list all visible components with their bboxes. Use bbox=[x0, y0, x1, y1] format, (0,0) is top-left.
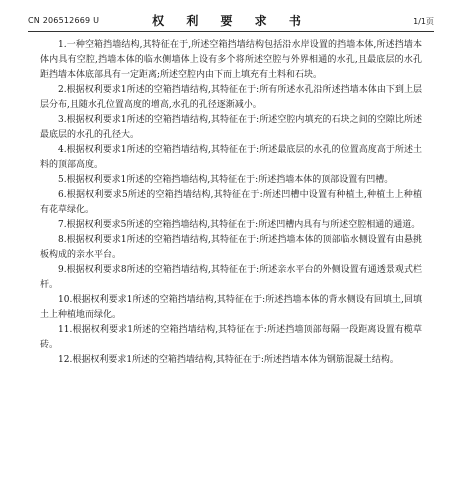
publication-number: CN 206512669 U bbox=[28, 16, 100, 25]
claim-1: 1.一种空箱挡墙结构,其特征在于,所述空箱挡墙结构包括沿水岸设置的挡墙本体,所述挡墙本体内具有空腔,挡墙本体的临水侧墙体上设有多个将所述空腔与外界相通的水孔,且最底层的水孔距挡墙本体底部具有一定距离;所述空腔内由下而上填充有土料和石块。 bbox=[40, 40, 422, 80]
claim-10: 10.根据权利要求1所述的空箱挡墙结构,其特征在于:所述挡墙本体的背水侧设有回填土,回填土上种植地而绿化。 bbox=[40, 295, 422, 320]
page-header bbox=[28, 12, 434, 30]
page-number: 1/1页 bbox=[413, 17, 434, 26]
claim-8: 8.根据权利要求1所述的空箱挡墙结构,其特征在于:所述挡墙本体的顶部临水侧设置有由悬挑板构成的亲水平台。 bbox=[40, 235, 422, 260]
claim-2: 2.根据权利要求1所述的空箱挡墙结构,其特征在于:所有所述水孔沿所述挡墙本体由下到上层层分布,且随水孔位置高度的增高,水孔的孔径逐渐减小。 bbox=[40, 85, 422, 110]
document-title: 权 利 要 求 书 bbox=[152, 14, 310, 28]
claim-9: 9.根据权利要求8所述的空箱挡墙结构,其特征在于:所述亲水平台的外侧设置有通透景观式栏杆。 bbox=[40, 265, 422, 290]
claim-6: 6.根据权利要求5所述的空箱挡墙结构,其特征在于:所述凹槽中设置有种植土,种植土上种植有花草绿化。 bbox=[40, 190, 422, 215]
header-divider bbox=[28, 31, 434, 32]
claim-7: 7.根据权利要求5所述的空箱挡墙结构,其特征在于:所述凹槽内具有与所述空腔相通的通道。 bbox=[58, 220, 421, 230]
claim-12: 12.根据权利要求1所述的空箱挡墙结构,其特征在于:所述挡墙本体为钢筋混凝土结构。 bbox=[58, 355, 399, 365]
claim-11: 11.根据权利要求1所述的空箱挡墙结构,其特征在于:所述挡墙顶部每隔一段距离设置有榄草砖。 bbox=[40, 325, 422, 350]
claim-4: 4.根据权利要求1所述的空箱挡墙结构,其特征在于:所述最底层的水孔的位置高度高于所述土料的顶部高度。 bbox=[40, 145, 422, 170]
claim-3: 3.根据权利要求1所述的空箱挡墙结构,其特征在于:所述空腔内填充的石块之间的空隙比所述最底层的水孔的孔径大。 bbox=[40, 115, 422, 140]
claims-list bbox=[40, 38, 422, 368]
claim-5: 5.根据权利要求1所述的空箱挡墙结构,其特征在于:所述挡墙本体的顶部设置有凹槽。 bbox=[58, 175, 394, 185]
